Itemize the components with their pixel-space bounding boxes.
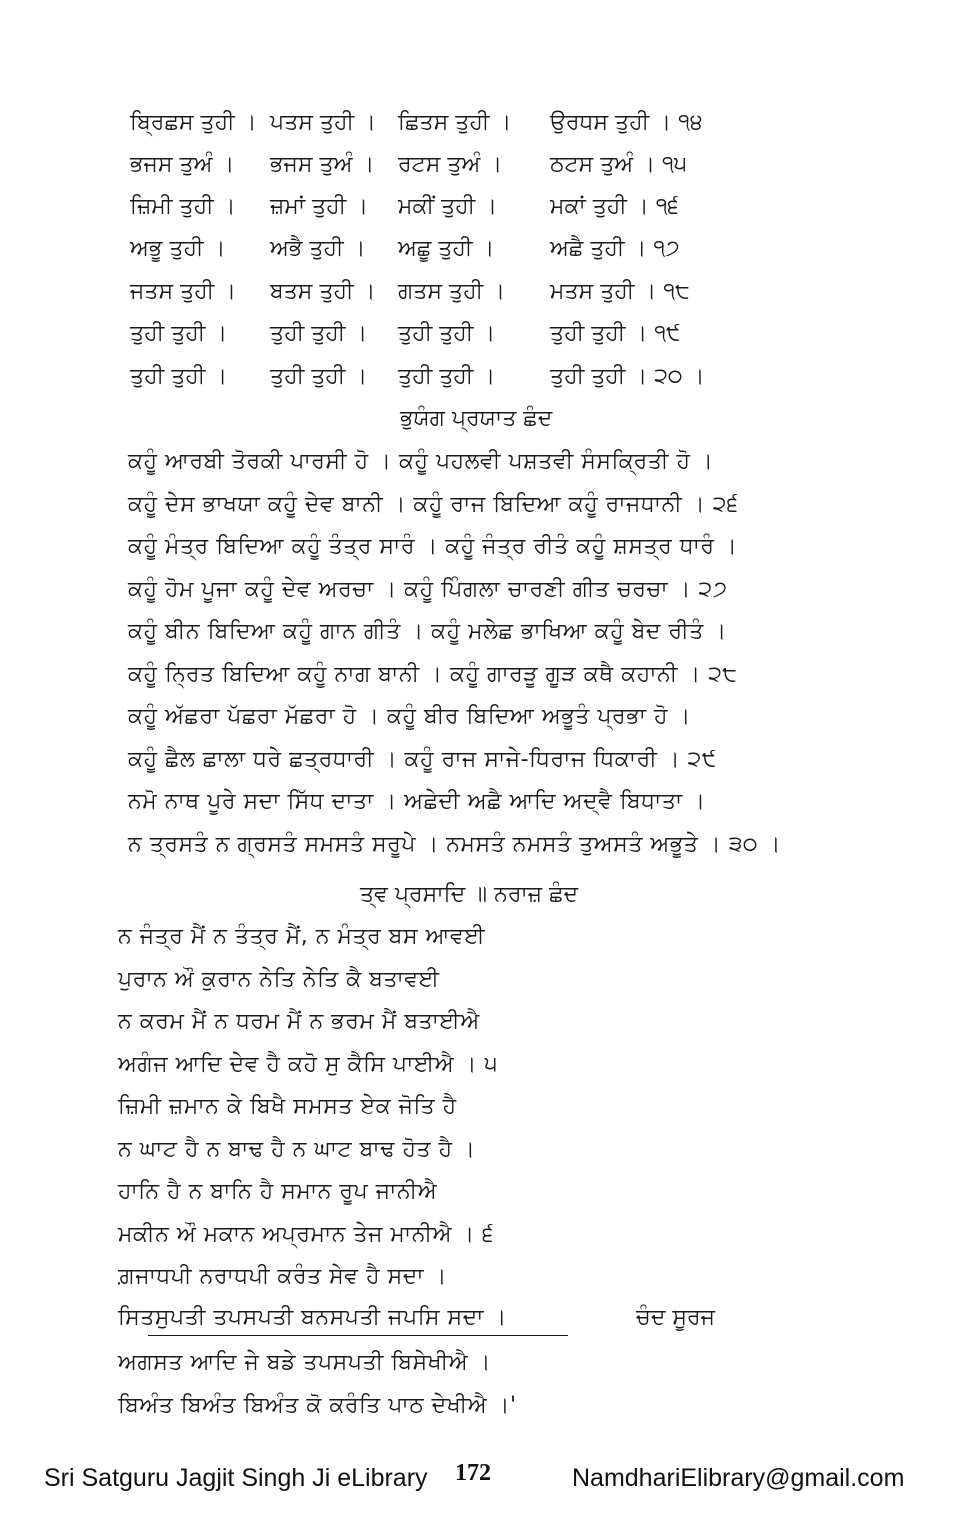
verse-line: ਕਹੂੰ ਅੱਛਰਾ ਪੱਛਰਾ ਮੱਛਰਾ ਹੋ । ਕਹੂੰ ਬੀਰ ਬਿਦਿਆ ਅਭੂਤੰ ਪ੍ਰਭਾ ਹੋ । [128, 704, 691, 729]
table-cell: ਤੁਹੀ ਤੁਹੀ । ੨੦ । [550, 364, 705, 389]
table-row [130, 277, 730, 307]
page-number: 172 [455, 1460, 491, 1486]
table-cell: ਉਰਧਸ ਤੁਹੀ । ੧੪ [550, 110, 703, 135]
table-cell: ਤੁਹੀ ਤੁਹੀ । [270, 321, 368, 346]
table-cell: ਜਤਸ ਤੁਹੀ । [130, 279, 237, 304]
section-heading: ਭੁਯੰਗ ਪ੍ਰਯਾਤ ਛੰਦ [400, 406, 553, 431]
table-row [130, 192, 730, 222]
table-cell: ਤੁਹੀ ਤੁਹੀ । [130, 321, 228, 346]
verse-line: ਨ ਕਰਮ ਮੈਂ ਨ ਧਰਮ ਮੈਂ ਨ ਭਰਮ ਮੈਂ ਬਤਾਈਐ [118, 1009, 480, 1034]
table-cell: ਮਤਸ ਤੁਹੀ । ੧੮ [550, 279, 690, 304]
verse-line: ਅਗਸਤ ਆਦਿ ਜੇ ਬਡੇ ਤਪਸਪਤੀ ਬਿਸੇਖੀਐ । [118, 1350, 491, 1375]
table-cell: ਮਕਾਂ ਤੁਹੀ । ੧੬ [550, 194, 679, 219]
table-cell: ਜ਼ਿਮੀ ਤੁਹੀ । [130, 194, 236, 219]
verse-line: ਕਹੂੰ ਨ੍ਰਿਤ ਬਿਦਿਆ ਕਹੂੰ ਨਾਗ ਬਾਨੀ । ਕਹੂੰ ਗਾਰੜੂ ਗੂੜ ਕਥੈ ਕਹਾਨੀ । ੨੮ [128, 662, 738, 687]
table-cell: ਅਭੈ ਤੁਹੀ । [270, 236, 366, 261]
table-cell: ਤੁਹੀ ਤੁਹੀ । [270, 364, 368, 389]
table-cell: ਰਟਸ ਤੁਅੰ । [398, 152, 503, 177]
verse-line: ਪੁਰਾਨ ਔ ਕੁਰਾਨ ਨੇਤਿ ਨੇਤਿ ਕੈ ਬਤਾਵਈ [118, 967, 440, 992]
table-row [130, 150, 730, 180]
table-cell: ਅਛੂ ਤੁਹੀ । [398, 236, 495, 261]
verse-line: ਕਹੂੰ ਆਰਬੀ ਤੋਰਕੀ ਪਾਰਸੀ ਹੋ । ਕਹੂੰ ਪਹਲਵੀ ਪਸ਼ਤਵੀ ਸੰਸਕ੍ਰਿਤੀ ਹੋ । [128, 449, 714, 474]
verse-line: ਮਕੀਨ ਔ ਮਕਾਨ ਅਪ੍ਰਮਾਨ ਤੇਜ ਮਾਨੀਐ । ੬ [118, 1222, 494, 1247]
table-cell: ਅਛੈ ਤੁਹੀ । ੧੭ [550, 236, 680, 261]
table-cell: ਭਜਸ ਤੁਅੰ । [130, 152, 235, 177]
table-cell: ਪਤਸ ਤੁਹੀ । [270, 110, 376, 135]
table-cell: ਗਤਸ ਤੁਹੀ । [398, 279, 506, 304]
footer-email: NamdhariElibrary@gmail.com [572, 1464, 905, 1492]
table-cell: ਛਿਤਸ ਤੁਹੀ । [398, 110, 512, 135]
table-row [130, 108, 730, 138]
verse-line: ਨਮੋ ਨਾਥ ਪੂਰੇ ਸਦਾ ਸਿੱਧ ਦਾਤਾ । ਅਛੇਦੀ ਅਛੈ ਆਦਿ ਅਦ੍ਵੈ ਬਿਧਾਤਾ । [128, 789, 706, 814]
table-cell: ਬਤਸ ਤੁਹੀ । [270, 279, 376, 304]
table-row [130, 234, 730, 264]
table-cell: ਮਕੀਂ ਤੁਹੀ । [398, 194, 498, 219]
verse-line: ਕਹੂੰ ਦੇਸ ਭਾਖਯਾ ਕਹੂੰ ਦੇਵ ਬਾਨੀ । ਕਹੂੰ ਰਾਜ ਬਿਦਿਆ ਕਹੂੰ ਰਾਜਧਾਨੀ । ੨੬ [128, 492, 739, 517]
verse-line: ਨ ਤ੍ਰਸਤੰ ਨ ਗ੍ਰਸਤੰ ਸਮਸਤੰ ਸਰੂਪੇ । ਨਮਸਤੰ ਨਮਸਤੰ ਤੁਅਸਤੰ ਅਭੂਤੇ । ੩੦ । [128, 832, 781, 857]
verse-line: ਬਿਅੰਤ ਬਿਅੰਤ ਬਿਅੰਤ ਕੋ ਕਰੰਤਿ ਪਾਠ ਦੇਖੀਐ ।' [118, 1393, 517, 1418]
verse-line: ਗ਼ਜਾਧਪੀ ਨਰਾਧਪੀ ਕਰੰਤ ਸੇਵ ਹੈ ਸਦਾ । [118, 1264, 447, 1289]
table-cell: ਠਟਸ ਤੁਅੰ । ੧੫ [550, 152, 687, 177]
verse-line: ਕਹੂੰ ਹੋਮ ਪੂਜਾ ਕਹੂੰ ਦੇਵ ਅਰਚਾ । ਕਹੂੰ ਪਿੰਗਲਾ ਚਾਰਣੀ ਗੀਤ ਚਰਚਾ । ੨੭ [128, 577, 728, 602]
verse-line: ਨ ਘਾਟ ਹੈ ਨ ਬਾਢ ਹੈ ਨ ਘਾਟ ਬਾਢ ਹੋਤ ਹੈ । [118, 1137, 476, 1162]
table-cell: ਬ੍ਰਿਛਸ ਤੁਹੀ । [130, 110, 257, 135]
verse-line: ਜ਼ਿਮੀ ਜ਼ਮਾਨ ਕੇ ਬਿਖੈ ਸਮਸਤ ਏਕ ਜੋਤਿ ਹੈ [118, 1094, 457, 1119]
verse-line: ਕਹੂੰ ਛੈਲ ਛਾਲਾ ਧਰੇ ਛਤ੍ਰਧਾਰੀ । ਕਹੂੰ ਰਾਜ ਸਾਜੇ-ਧਿਰਾਜ ਧਿਕਾਰੀ । ੨੯ [128, 747, 717, 772]
table-cell: ਅਭੂ ਤੁਹੀ । [130, 236, 226, 261]
section-heading: ਤ੍ਵ ਪ੍ਰਸਾਦਿ ॥ ਨਰਾਜ਼ ਛੰਦ [360, 882, 579, 907]
table-row [130, 362, 730, 392]
table-cell: ਭਜਸ ਤੁਅੰ । [270, 152, 375, 177]
verse-line: ਨ ਜੰਤ੍ਰ ਮੈਂ ਨ ਤੰਤ੍ਰ ਮੈਂ, ਨ ਮੰਤ੍ਰ ਬਸ ਆਵਈ [118, 924, 486, 949]
verse-line: ਕਹੂੰ ਮੰਤ੍ਰ ਬਿਦਿਆ ਕਹੂੰ ਤੰਤ੍ਰ ਸਾਰੰ । ਕਹੂੰ ਜੰਤ੍ਰ ਰੀਤੰ ਕਹੂੰ ਸ਼ਸਤ੍ਰ ਧਾਰੰ । [128, 534, 738, 559]
table-row [130, 319, 730, 349]
table-cell: ਤੁਹੀ ਤੁਹੀ । ੧੯ [550, 321, 681, 346]
table-cell: ਤੁਹੀ ਤੁਹੀ । [398, 321, 496, 346]
underline-divider [148, 1335, 568, 1336]
footer-library-name: Sri Satguru Jagjit Singh Ji eLibrary [44, 1464, 428, 1492]
verse-line: ਕਹੂੰ ਬੀਨ ਬਿਦਿਆ ਕਹੂੰ ਗਾਨ ਗੀਤੰ । ਕਹੂੰ ਮਲੇਛ ਭਾਖਿਆ ਕਹੂੰ ਬੇਦ ਰੀਤੰ । [128, 619, 727, 644]
verse-line: ਅਗੰਜ ਆਦਿ ਦੇਵ ਹੈ ਕਹੋ ਸੁ ਕੈਸਿ ਪਾਈਐ । ੫ [118, 1052, 498, 1077]
side-note: ਚੰਦ ਸੂਰਜ [636, 1305, 716, 1330]
table-cell: ਜ਼ਮਾਂ ਤੁਹੀ । [270, 194, 369, 219]
table-cell: ਤੁਹੀ ਤੁਹੀ । [398, 364, 496, 389]
table-cell: ਤੁਹੀ ਤੁਹੀ । [130, 364, 228, 389]
verse-line: ਹਾਨਿ ਹੈ ਨ ਬਾਨਿ ਹੈ ਸਮਾਨ ਰੂਪ ਜਾਨੀਐ [118, 1179, 438, 1204]
verse-line: ਸਿਤਸੁਪਤੀ ਤਪਸਪਤੀ ਬਨਸਪਤੀ ਜਪਸਿ ਸਦਾ । [118, 1305, 507, 1330]
